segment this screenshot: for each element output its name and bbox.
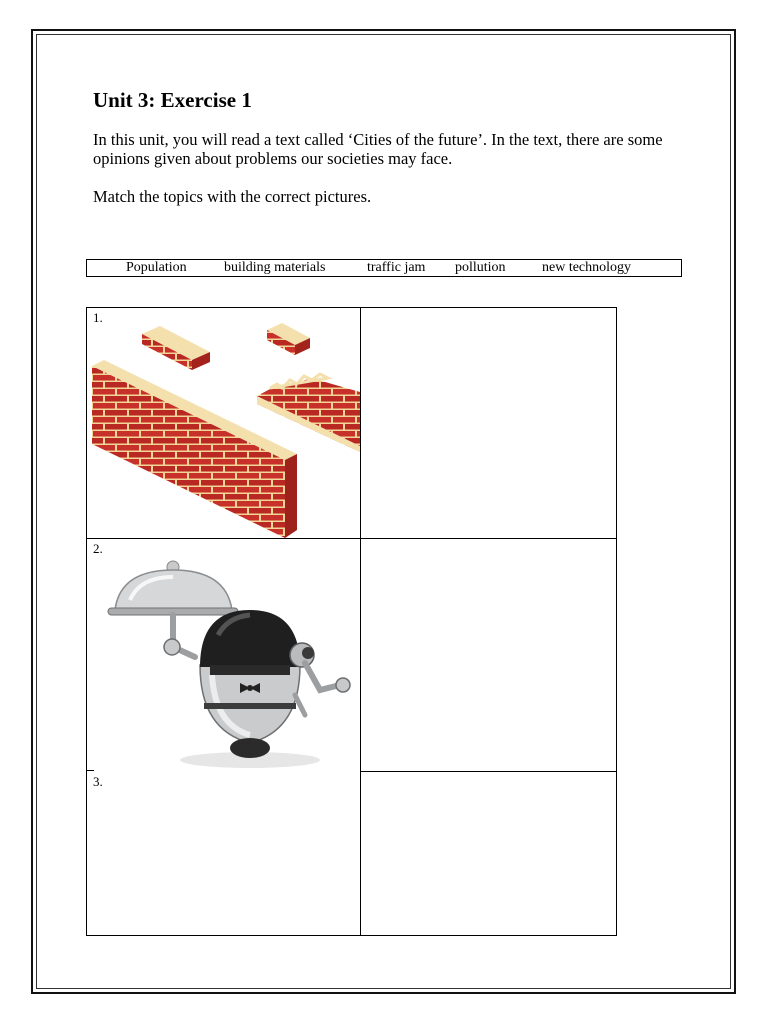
topic-building-materials: building materials [224, 260, 326, 275]
topic-pollution: pollution [455, 260, 506, 275]
table-row-divider [86, 770, 94, 771]
row-number-2: 2. [93, 541, 103, 556]
brick-walls-image [92, 318, 360, 538]
row-number-1: 1. [93, 310, 103, 325]
table-column-divider [360, 307, 361, 936]
row-number-3: 3. [93, 774, 103, 789]
brick-piece-icon [142, 326, 210, 370]
brick-wall-icon [257, 374, 360, 452]
brick-wall-icon [92, 360, 297, 538]
table-row-divider [86, 538, 617, 539]
instruction-text: Match the topics with the correct pictures. [93, 187, 372, 206]
topic-new-technology: new technology [542, 260, 632, 275]
exercise-title: Unit 3: Exercise 1 [93, 88, 252, 112]
robot-icon [200, 610, 350, 758]
topic-word-box [86, 259, 682, 277]
cloche-icon [108, 561, 238, 615]
brick-piece-icon [267, 323, 310, 355]
topic-population: Population [126, 260, 187, 275]
intro-paragraph: In this unit, you will read a text called ‘Cities of the future’. In the text, there are some opinions given about problems our societies may face. [93, 130, 663, 168]
topic-traffic-jam: traffic jam [367, 260, 426, 275]
robot-waiter-image [100, 555, 358, 770]
table-row-divider [361, 771, 617, 772]
